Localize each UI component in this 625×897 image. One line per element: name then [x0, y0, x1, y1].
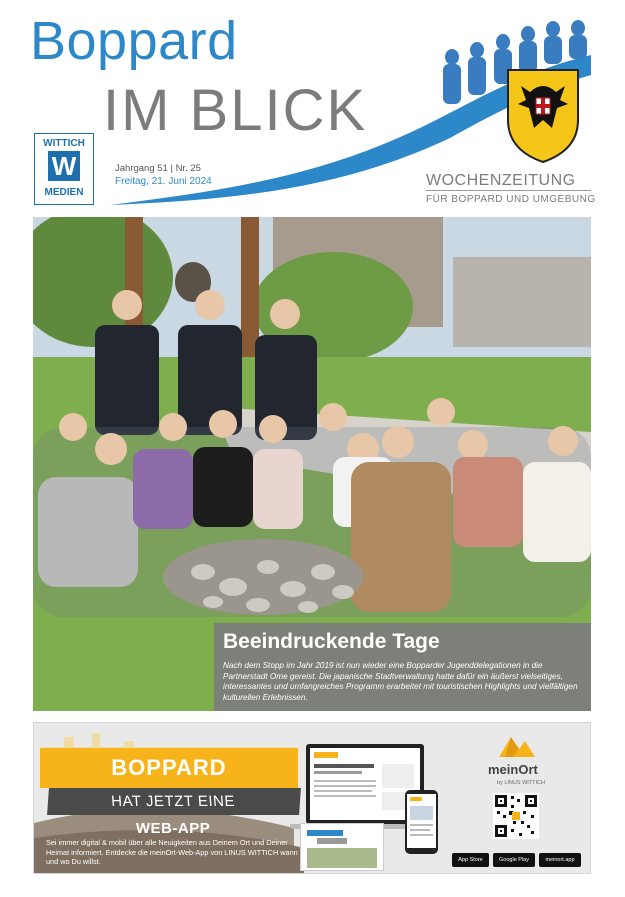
meinort-logo-icon [497, 733, 537, 759]
weekly-sublabel: FÜR BOPPARD UND UMGEBUNG [426, 194, 596, 205]
weekly-label: WOCHENZEITUNG [426, 172, 576, 189]
masthead-subtitle: IM BLICK [103, 78, 368, 143]
masthead-title: Boppard [30, 11, 238, 71]
weekly-divider [426, 190, 591, 191]
app-store-badge[interactable]: App Store [452, 853, 489, 867]
publisher-logo-top: WITTICH [43, 138, 85, 149]
publisher-logo [34, 133, 94, 205]
qr-code-icon[interactable] [493, 793, 539, 839]
ad-tagline-banner [47, 788, 301, 837]
laptop-screen [310, 748, 420, 820]
publisher-logo-bottom: MEDIEN [44, 187, 84, 198]
meinort-brand-sub: by LINUS WITTICH [497, 780, 545, 786]
meinort-brand: meinOrt [488, 762, 538, 777]
google-play-badge[interactable]: Google Play [493, 853, 535, 867]
coat-of-arms-icon [508, 70, 578, 162]
web-app-badge[interactable]: meinort.app [539, 853, 581, 867]
ad-city-banner [40, 748, 298, 788]
qr-code-pattern [493, 793, 539, 839]
ad-tagline-bold: WEB-APP [135, 820, 211, 837]
issue-date: Freitag, 21. Juni 2024 [115, 176, 212, 187]
phone-screen-content [407, 794, 436, 848]
cover-text: Nach dem Stopp im Jahr 2019 ist nun wieder eine Bopparder Jugenddelegationen in die Partnerstadt Ome gereist. Die japanische Stadtverwaltung hatte dafür ein äußerst vielseitiges, interessantes und umfangreiches Programm erarbeitet mit touristischen Highlights und vielfältigen kulturellen Erlebnissen. [223, 661, 578, 702]
newspaper-mockup [300, 823, 384, 871]
issue-number: Jahrgang 51 | Nr. 25 [115, 163, 201, 174]
ad-description: Sei immer digital & mobil über alle Neuigkeiten aus Deinem Ort und Deiner Heimat informiert. Entdecke die meinOrt-Web-App von LINUS WITTICH wann und wo Du willst. [46, 838, 298, 867]
ad-city: BOPPARD [111, 755, 227, 780]
newspaper-mockup-content [301, 824, 383, 870]
cover-headline: Beeindruckende Tage [223, 630, 440, 653]
ad-tagline-pre: HAT JETZT EINE [110, 793, 236, 810]
phone-screen [407, 794, 436, 848]
publisher-mark-icon: W [48, 151, 80, 181]
laptop-screen-content [310, 748, 420, 820]
